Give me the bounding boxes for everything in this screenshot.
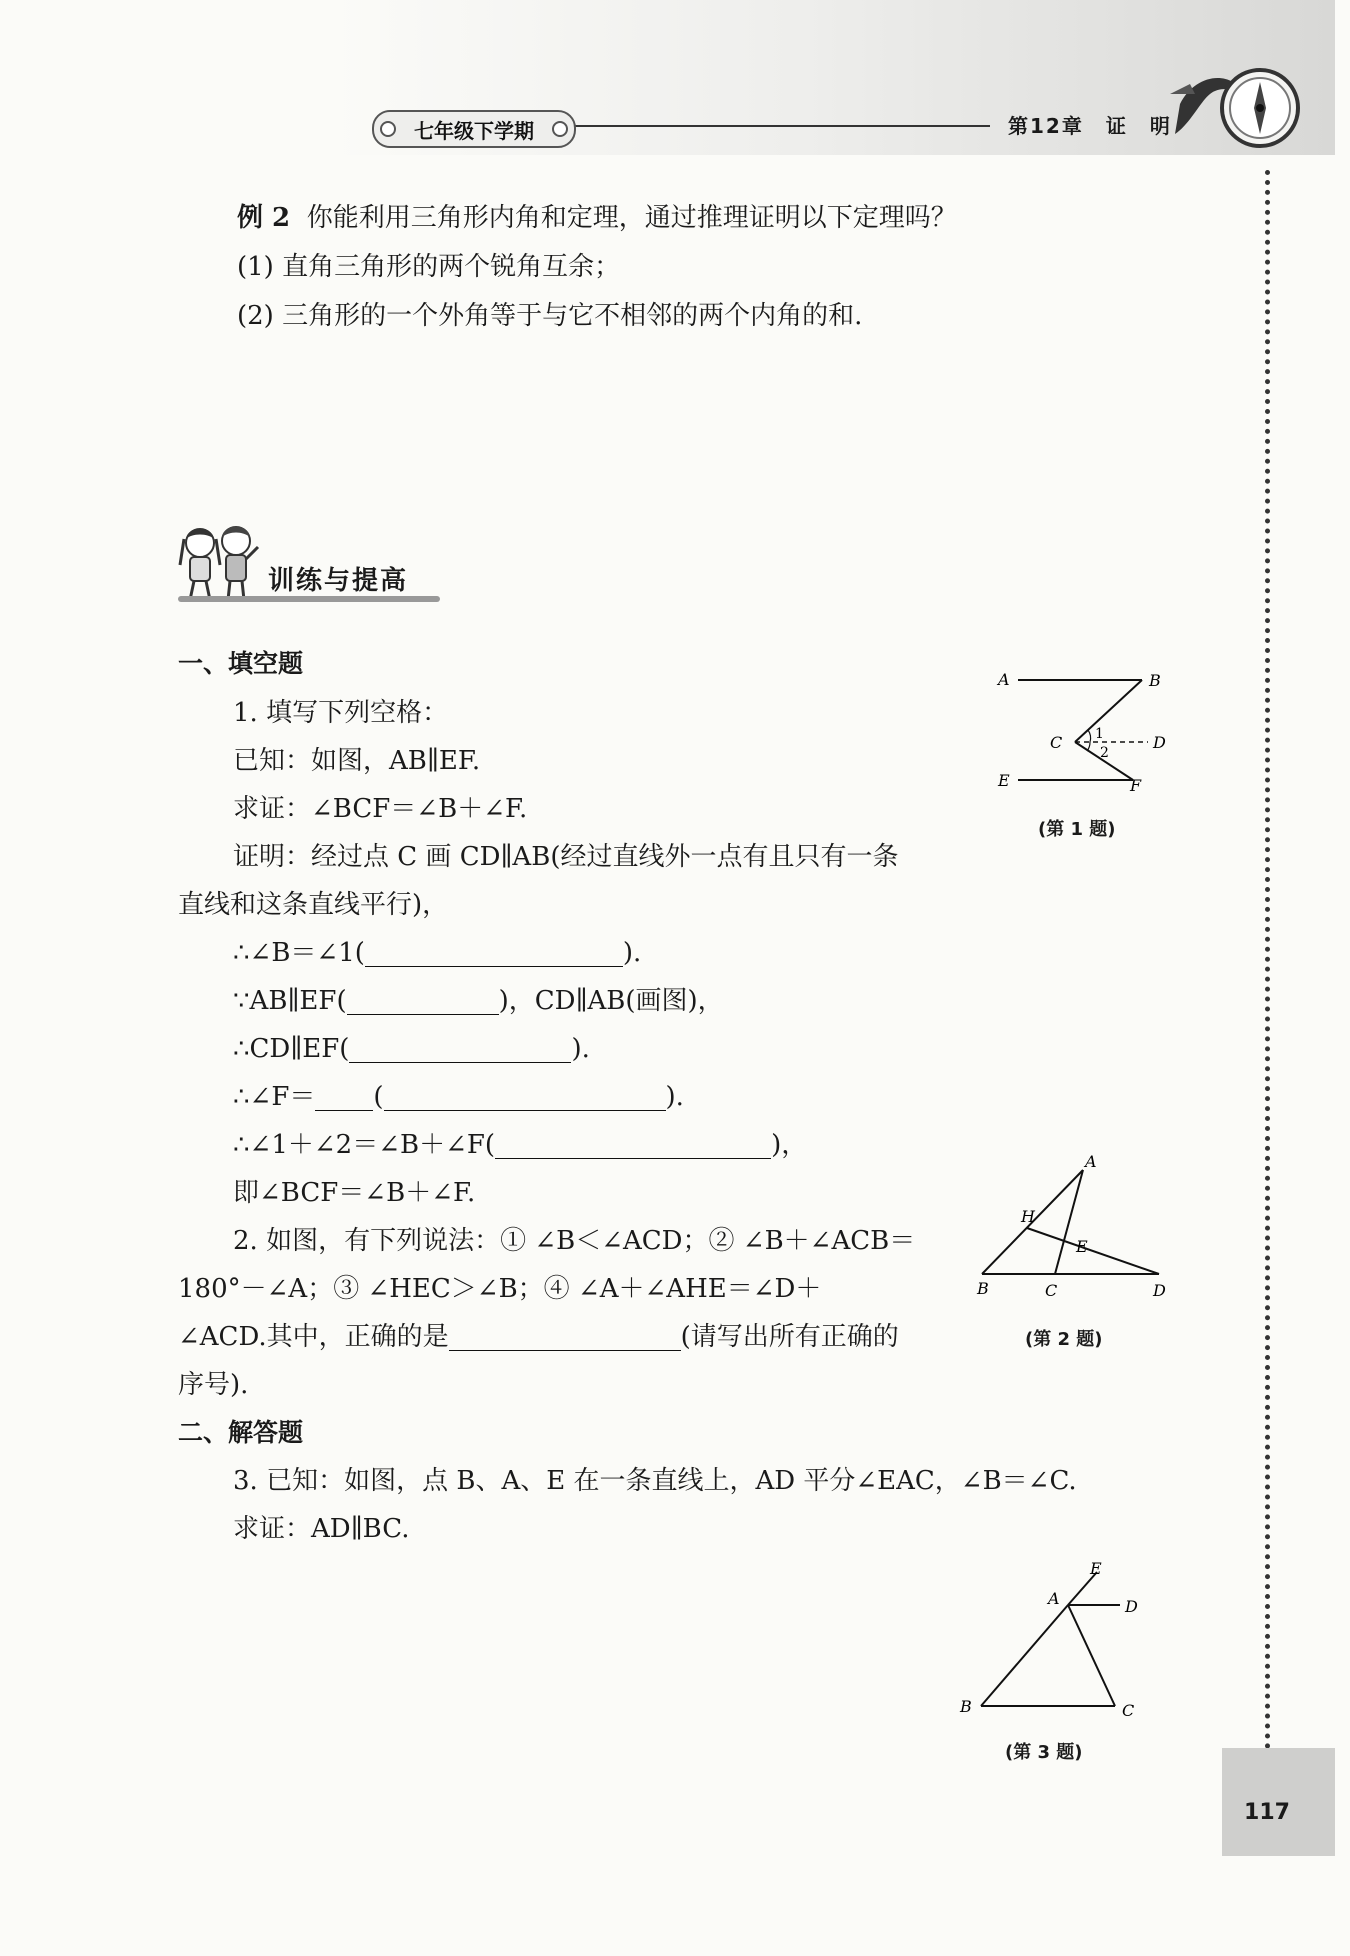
fig1-label-A: A [998,670,1010,689]
q1-proof-b: 直线和这条直线平行)， [178,890,449,920]
figure-1-caption: (第 1 题) [1038,819,1116,840]
header-rule [570,125,990,127]
fig3-label-D: D [1125,1597,1138,1616]
fig3-label-B: B [960,1697,972,1716]
fig3-label-E: E [1090,1562,1102,1578]
q2-line-3-pre: ∠ACD.其中，正确的是 [178,1322,449,1352]
fig2-label-B: B [977,1279,989,1298]
figure-1 [990,660,1180,800]
fig2-label-D: D [1153,1281,1166,1300]
q1-step-1-pre: ∴∠B＝∠1( [233,938,365,968]
figure-3 [950,1562,1150,1732]
part1-heading: 一、填空题 [178,649,304,678]
q1-prove: 求证：∠BCF＝∠B＋∠F. [233,794,528,824]
example-question-text: 你能利用三角形内角和定理，通过推理证明以下定理吗？ [306,203,957,233]
q1-blank-3[interactable] [349,1034,571,1063]
q1-step-6: 即∠BCF＝∠B＋∠F. [233,1178,476,1208]
grade-label: 七年级下学期 [372,110,576,148]
fig2-label-C: C [1045,1281,1058,1300]
q1-step-5-post: )， [771,1130,808,1160]
fig1-angle-2: 2 [1100,745,1109,761]
fig1-label-B: B [1149,671,1161,690]
q2-line-2: 180°－∠A；③ ∠HEC＞∠B；④ ∠A＋∠AHE＝∠D＋ [178,1274,822,1304]
q2-line-4: 序号). [178,1370,249,1400]
q1-step-4 [233,1077,684,1117]
q1-blank-5[interactable] [384,1082,666,1111]
q1-blank-2[interactable] [347,986,499,1015]
fig1-label-E: E [998,771,1010,790]
margin-dotted-rule [1265,170,1270,1750]
q1-step-1-post: ). [622,938,642,968]
q1-blank-1[interactable] [365,938,623,967]
q1-step-5 [233,1125,807,1165]
fig2-label-E: E [1076,1237,1088,1256]
figure-2 [965,1148,1180,1308]
q1-given: 已知：如图，AB∥EF. [233,746,481,776]
fig1-label-C: C [1050,733,1063,752]
q1-blank-6[interactable] [495,1130,771,1159]
chapter-title: 第12章 证 明 [1008,114,1172,138]
fig1-angle-1: 1 [1095,726,1104,742]
q1-step-3-pre: ∴CD∥EF( [233,1034,350,1064]
fig3-label-A: A [1048,1589,1060,1608]
q1-step-4-pre: ∴∠F＝ [233,1082,316,1112]
example-label: 例 2 [237,203,291,233]
section-title: 训练与提高 [268,566,409,596]
q1-blank-4[interactable] [315,1082,373,1111]
q2-line-1: 2. 如图，有下列说法：① ∠B＜∠ACD；② ∠B＋∠ACB＝ [233,1226,916,1256]
q2-line-3-post: (请写出所有正确的 [680,1322,899,1352]
q1-step-2-pre: ∵AB∥EF( [233,986,347,1016]
q3-line-2: 求证：AD∥BC. [233,1514,410,1544]
q1-step-3 [233,1029,590,1069]
page-number: 117 [1244,1800,1290,1825]
q1-proof-a: 证明：经过点 C 画 CD∥AB(经过直线外一点有且只有一条 [233,842,899,872]
fig1-label-D: D [1153,733,1166,752]
q2-answer-blank[interactable] [449,1322,681,1351]
fig2-label-A: A [1085,1152,1097,1171]
q1-step-4-mid: ( [373,1082,384,1112]
fig2-label-H: H [1021,1207,1035,1226]
q1-step-2-post: )，CD∥AB(画图)， [498,986,724,1016]
q1-step-3-post: ). [571,1034,590,1064]
q3-line-1: 3. 已知：如图，点 B、A、E 在一条直线上，AD 平分∠EAC，∠B＝∠C. [233,1466,1077,1496]
part2-heading: 二、解答题 [178,1418,304,1447]
q1-step-4-post: ). [665,1082,684,1112]
q1-intro: 1. 填写下列空格： [233,698,449,728]
figure-2-caption: (第 2 题) [1025,1329,1103,1350]
figure-3-caption: (第 3 题) [1005,1742,1083,1763]
example-question [237,198,957,238]
example-item-2: (2) 三角形的一个外角等于与它不相邻的两个内角的和. [237,301,863,331]
q1-step-5-pre: ∴∠1＋∠2＝∠B＋∠F( [233,1130,496,1160]
fig1-label-F: F [1130,776,1142,795]
q1-step-2 [233,981,724,1021]
fig3-label-C: C [1122,1701,1135,1720]
example-item-1: (1) 直角三角形的两个锐角互余； [237,252,621,282]
runner-compass-icon [1160,64,1305,152]
q1-step-1 [233,933,641,973]
q2-line-3 [178,1317,899,1357]
